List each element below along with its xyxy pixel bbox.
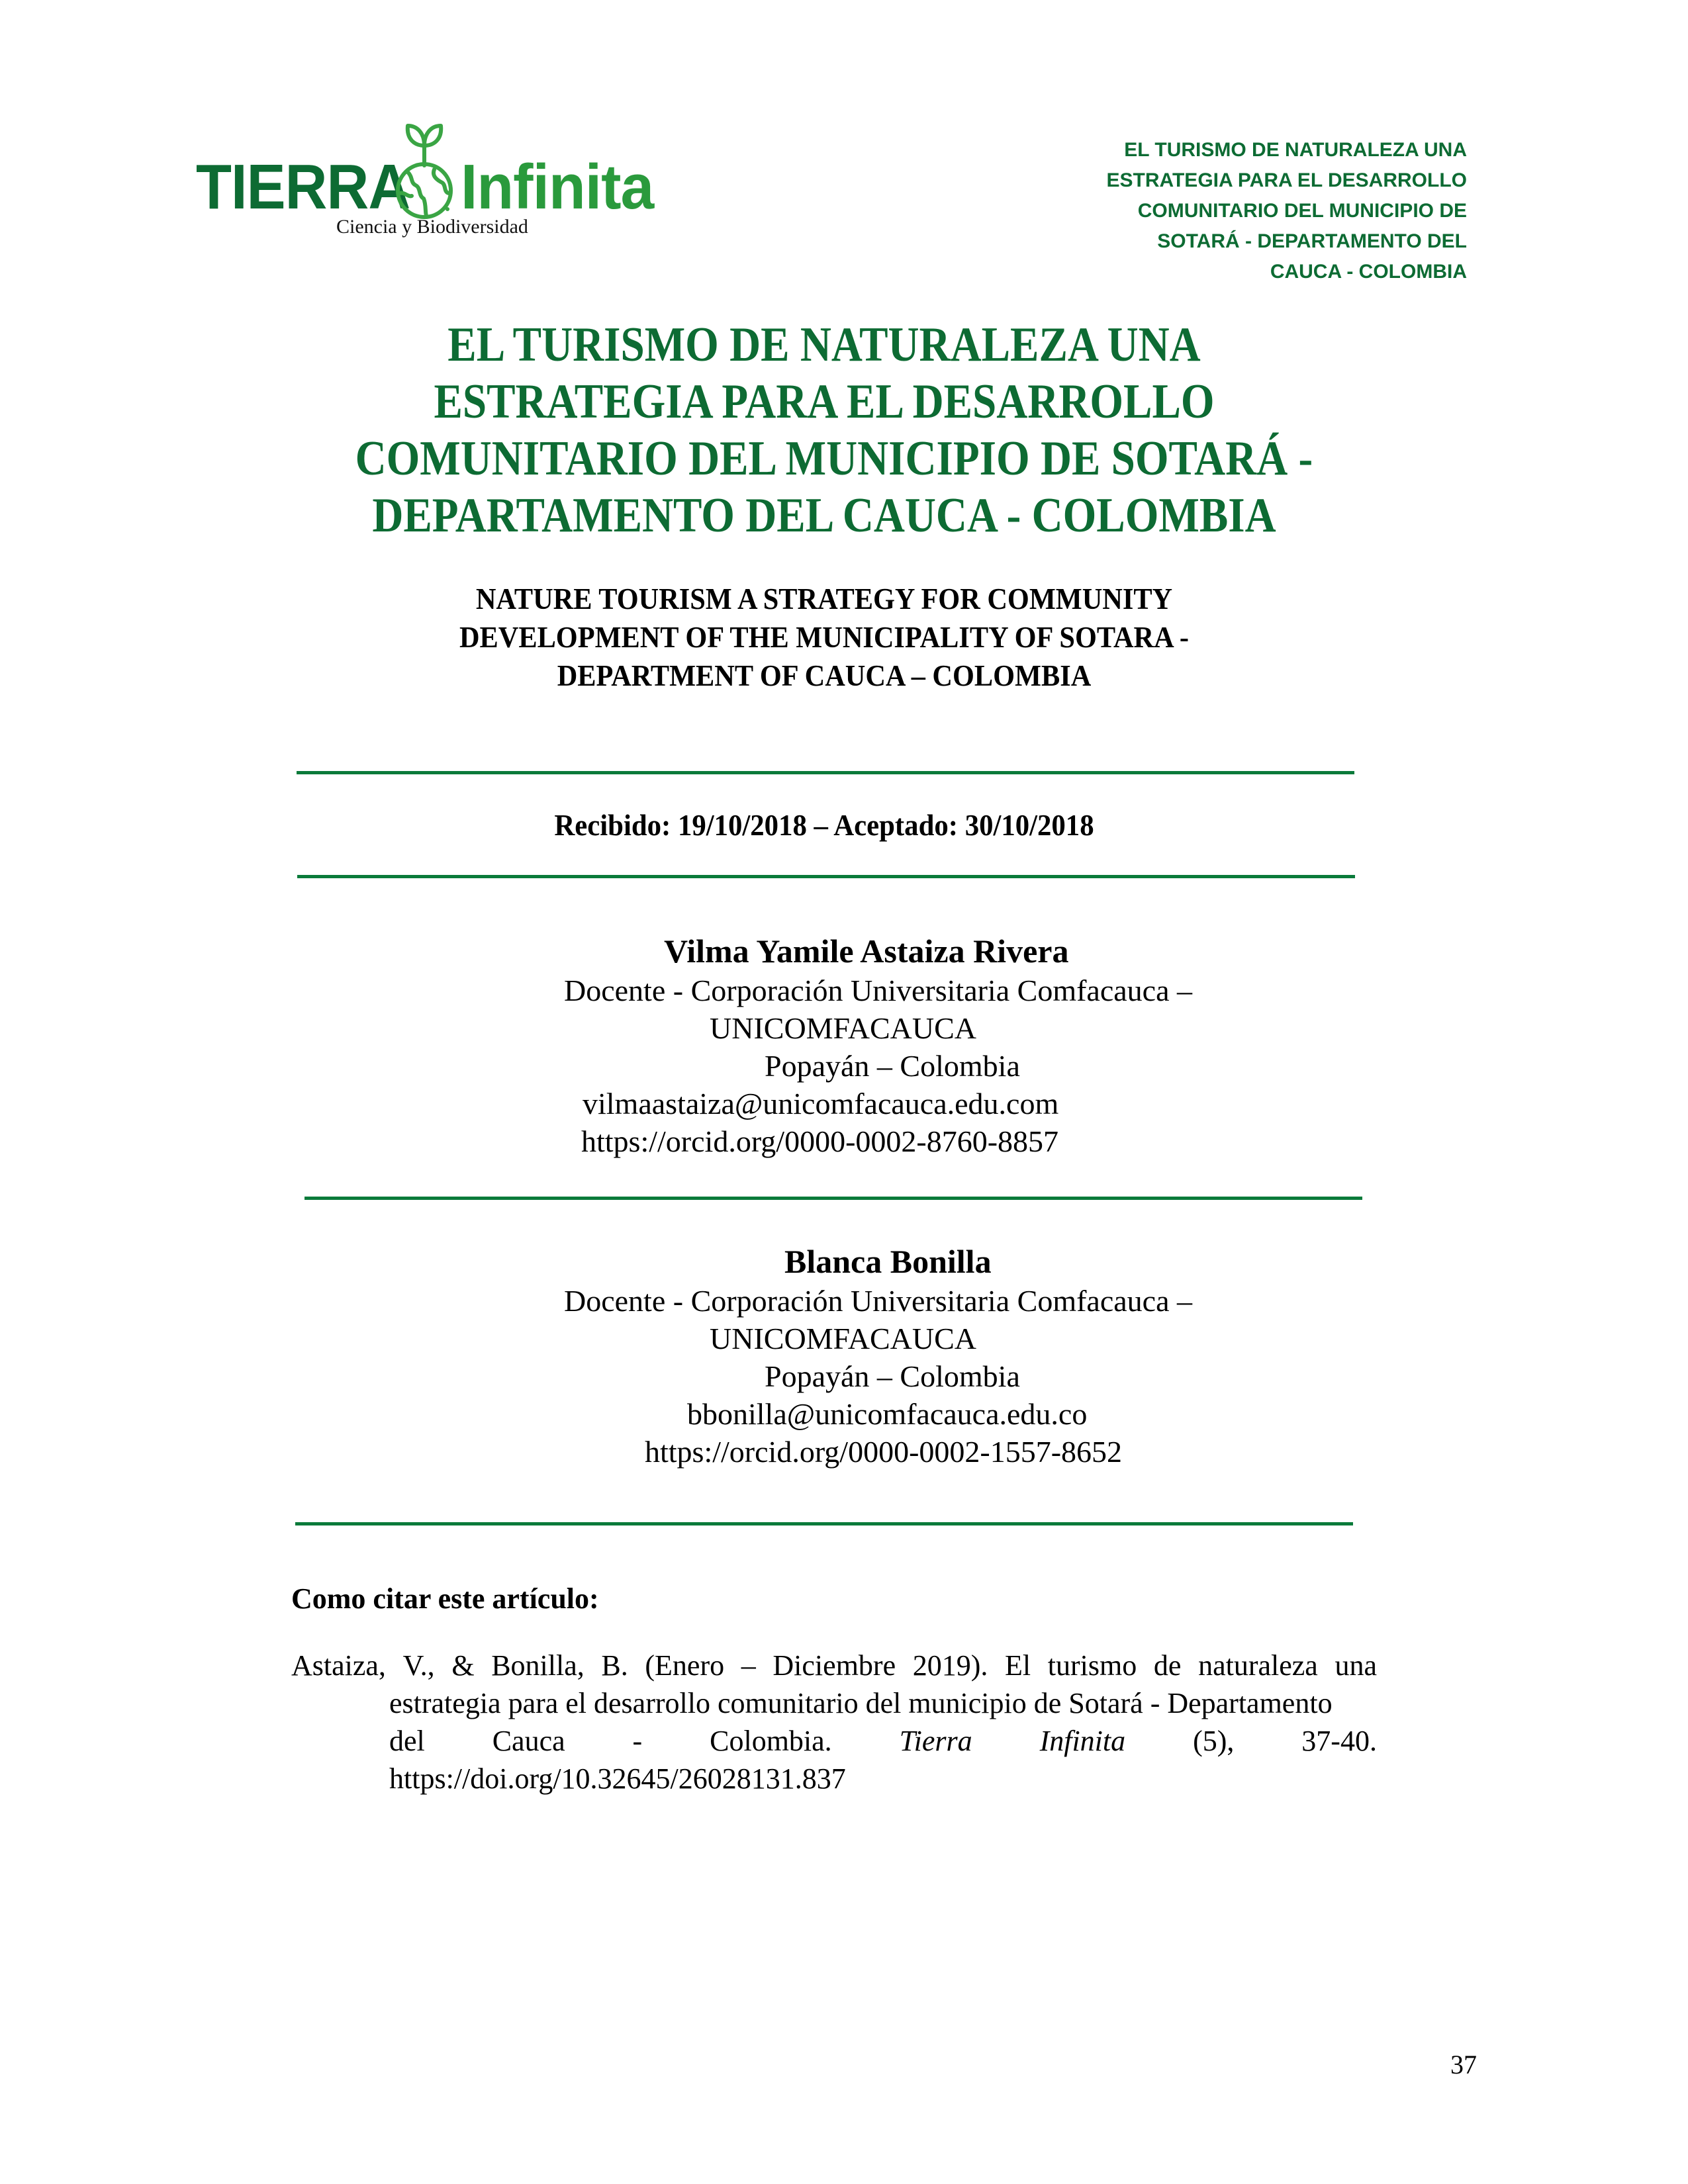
article-subtitle-english [334, 580, 1314, 695]
page-number: 37 [1450, 2050, 1477, 2079]
author-email[interactable]: bbonilla@unicomfacauca.edu.co [687, 1397, 1088, 1431]
citation-doi-link[interactable]: https://doi.org/10.32645/26028131.837 [389, 1762, 846, 1795]
author-affiliation: Docente - Corporación Universitaria Comfacauca – [564, 974, 1192, 1007]
title-line: DEPARTAMENTO DEL CAUCA - COLOMBIA [372, 488, 1276, 543]
title-line: EL TURISMO DE NATURALEZA UNA [447, 318, 1201, 372]
citation-word: B. [601, 1649, 628, 1682]
citation-word: V., [402, 1649, 435, 1682]
citation-word: naturaleza [1198, 1649, 1318, 1682]
citation-word: (Enero [645, 1649, 725, 1682]
author-orcid-link[interactable]: https://orcid.org/0000-0002-8760-8857 [581, 1124, 1059, 1158]
logo-word-infinita: Infinita [461, 152, 654, 222]
divider-rule [297, 771, 1354, 774]
author-name: Blanca Bonilla [784, 1243, 992, 1280]
citation-word: El [1005, 1649, 1031, 1682]
citation-word: Astaiza, [291, 1649, 386, 1682]
sprout-globe-icon [388, 119, 461, 222]
running-head [1096, 135, 1467, 287]
citation-word: & [451, 1649, 475, 1682]
running-head-line: EL TURISMO DE NATURALEZA UNA [1124, 139, 1467, 161]
divider-rule [297, 875, 1355, 878]
subtitle-line: NATURE TOURISM A STRATEGY FOR COMMUNITY [475, 582, 1173, 615]
citation-word: turismo [1047, 1649, 1137, 1682]
citation-word: Cauca [492, 1725, 565, 1757]
divider-rule [305, 1197, 1362, 1200]
citation-word: 37-40. [1301, 1725, 1377, 1757]
author-location: Popayán – Colombia [765, 1049, 1020, 1083]
citation-word: – [741, 1649, 756, 1682]
logo-word-tierra: TIERRA [196, 152, 410, 222]
running-head-line: COMUNITARIO DEL MUNICIPIO DE [1137, 200, 1467, 222]
citation-journal-word: Tierra [899, 1725, 972, 1757]
author-email[interactable]: vilmaastaiza@unicomfacauca.edu.com [583, 1087, 1059, 1120]
title-line: ESTRATEGIA PARA EL DESARROLLO [434, 375, 1215, 429]
author-location: Popayán – Colombia [765, 1359, 1020, 1393]
citation-word: (5), [1193, 1725, 1235, 1757]
title-line: COMUNITARIO DEL MUNICIPIO DE SOTARÁ - [355, 432, 1313, 486]
running-head-line: SOTARÁ - DEPARTAMENTO DEL [1157, 230, 1467, 252]
citation-word: una [1335, 1649, 1377, 1682]
author-orcid-link[interactable]: https://orcid.org/0000-0002-1557-8652 [645, 1435, 1123, 1469]
citation-journal-word: Infinita [1039, 1725, 1126, 1757]
author-name: Vilma Yamile Astaiza Rivera [664, 933, 1069, 970]
author-affiliation-acronym: UNICOMFACAUCA [710, 1322, 976, 1355]
citation-text [291, 1647, 1377, 1797]
author-affiliation-acronym: UNICOMFACAUCA [710, 1011, 976, 1045]
citation-word: del [389, 1725, 425, 1757]
citation-line-3 [291, 1722, 1377, 1760]
citation-word: Diciembre [773, 1649, 896, 1682]
citation-word: Bonilla, [491, 1649, 585, 1682]
citation-line-1 [291, 1647, 1377, 1684]
running-head-line: ESTRATEGIA PARA EL DESARROLLO [1106, 169, 1467, 191]
citation-word: de [1153, 1649, 1182, 1682]
subtitle-line: DEVELOPMENT OF THE MUNICIPALITY OF SOTARA - [459, 620, 1189, 654]
author-affiliation: Docente - Corporación Universitaria Comfacauca – [564, 1284, 1192, 1318]
citation-word: - [632, 1725, 643, 1757]
journal-logo [196, 119, 686, 245]
citation-word: Colombia. [710, 1725, 832, 1757]
subtitle-line: DEPARTMENT OF CAUCA – COLOMBIA [557, 659, 1092, 692]
logo-tagline: Ciencia y Biodiversidad [336, 216, 528, 238]
divider-rule [295, 1522, 1353, 1525]
received-accepted-dates: Recibido: 19/10/2018 – Aceptado: 30/10/2018 [554, 808, 1094, 842]
citation-line-2: estrategia para el desarrollo comunitario del municipio de Sotará - Departamento [389, 1687, 1333, 1719]
article-title [355, 316, 1313, 544]
citation-heading: Como citar este artículo: [291, 1582, 599, 1615]
citation-word: 2019). [912, 1649, 988, 1682]
running-head-line: CAUCA - COLOMBIA [1270, 261, 1467, 283]
